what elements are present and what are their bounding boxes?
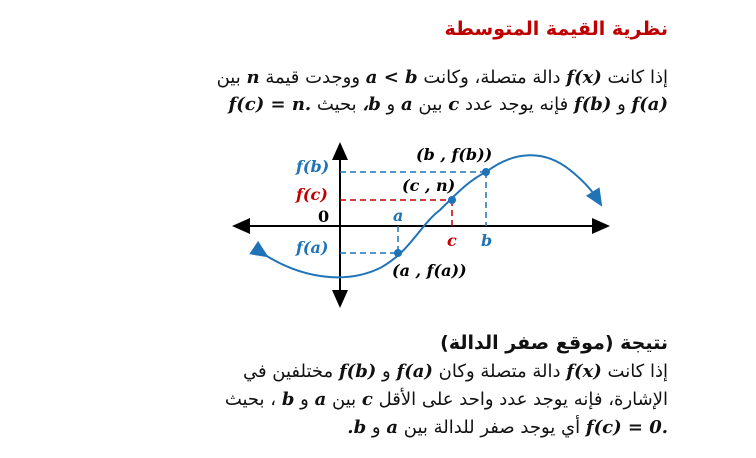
label-zero: 0: [318, 207, 330, 226]
corollary-paragraph: [68, 358, 668, 442]
label-b: b: [481, 231, 493, 250]
corollary-line-2: الإشارة، فإنه يوجد عدد واحد على الأقل c بين a و b ، بحيث: [224, 389, 668, 410]
theorem-line-1: إذا كانت f(x) دالة متصلة، وكانت a < b ووجدت قيمة n بين: [216, 67, 668, 88]
section-title-mvt: نظرية القيمة المتوسطة: [444, 18, 668, 40]
label-fc: f(c): [296, 185, 328, 204]
corollary-line-3: f(c) = 0. أي يوجد صفر للدالة بين a و b.: [347, 417, 668, 438]
corollary-line-1: إذا كانت f(x) دالة متصلة وكان f(a) و f(b) مختلفين في: [242, 361, 668, 382]
label-fb: f(b): [296, 157, 330, 176]
theorem-line-2: f(a) و f(b) فإنه يوجد عدد c بين a و b، بحيث f(c) = n.: [228, 94, 668, 115]
point-a: [394, 249, 402, 257]
label-point-a: (a , f(a)): [392, 261, 467, 280]
label-c: c: [447, 231, 457, 250]
label-point-c: (c , n): [402, 176, 456, 195]
point-c: [448, 196, 456, 204]
label-a: a: [393, 206, 404, 225]
corollary-title: نتيجة (موقع صفر الدالة): [440, 332, 668, 354]
label-point-b: (b , f(b)): [416, 145, 493, 164]
point-b: [482, 168, 490, 176]
label-fa: f(a): [296, 238, 329, 257]
